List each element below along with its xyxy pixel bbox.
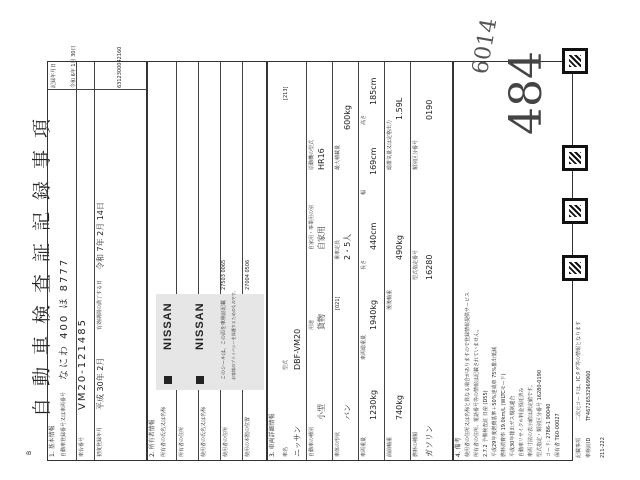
footer-id-label: 車検証ID: [586, 437, 592, 458]
qr-code-icon: [562, 255, 588, 281]
section-vehicle-detail: [267, 61, 453, 461]
purpose-value: 自家用: [317, 226, 326, 250]
remark-9: 型式指定・類別区分番号 16280-0190: [537, 369, 543, 457]
length-label: 長さ: [361, 259, 367, 270]
rear-axle-value: 490kg: [395, 235, 404, 260]
seal-text-1: このシールは、この面を車検証記載: [221, 300, 227, 380]
date-label: 記録年月日: [51, 62, 57, 88]
engine-label: 原動機の型式: [309, 139, 315, 170]
remark-1: 使用者の住所又は名称と異なる場合がありますので登録情報提供サービス: [465, 291, 471, 457]
nissan-brand-1: NISSAN: [162, 302, 174, 350]
footer-device-text: 二次元コードは、ICタグ等の情報となります: [576, 321, 582, 421]
owner-label: 所有者の氏名又は名称: [161, 406, 167, 457]
section4-header: 4. 備考: [455, 437, 462, 457]
cert-number: 6312300042160: [117, 46, 123, 88]
code-2: 27004 0506: [245, 259, 251, 290]
category-label: 類別区分番号: [413, 139, 419, 170]
user-address-label: 使用者の住所: [223, 426, 229, 457]
fuel-label: 燃料の種類: [413, 431, 419, 457]
code-1: 27503 0065: [221, 259, 227, 290]
remark-11: 保有者 T60-00027: [555, 413, 561, 457]
qr-code-icon: [562, 48, 588, 74]
height-label: 高さ: [361, 114, 367, 125]
weight-label: 車両重量: [361, 436, 367, 457]
body-code: [021]: [335, 296, 341, 310]
kind-label: 自動車の種別: [309, 426, 315, 457]
qr-code-icon: [562, 145, 588, 171]
remark-2: 所有者の住所、電話番号等の情報は記載されていません。: [474, 326, 480, 457]
maker-value: ニッサン: [293, 425, 302, 457]
type-design-value: 16280: [425, 254, 434, 280]
vin-value: VM20-121485: [77, 318, 88, 410]
kind-value: 小型: [317, 404, 326, 420]
remark-6: 平成30年排出ガス規制適合: [510, 395, 516, 457]
body-value: バン: [343, 404, 352, 420]
section2-header: 2. 所有者情報: [149, 419, 156, 457]
handwritten-note-2: 484: [501, 51, 552, 135]
section3-header: 3. 車両詳細情報: [269, 413, 276, 457]
section-owner-info: [147, 61, 267, 461]
width-label: 幅: [361, 189, 367, 195]
category-value: 0190: [425, 99, 434, 120]
reg-number-label: 自動車登録番号又は車両番号: [61, 391, 67, 457]
gross-value: 1940kg: [369, 299, 378, 330]
weight-value: 1230kg: [369, 389, 378, 420]
first-reg-label: 初度登録年月: [97, 426, 103, 457]
date-value: 令和 6年 1月 30日: [71, 45, 77, 88]
maker-label: 車名: [283, 446, 289, 457]
remark-7: 自動車リサイクル料金預託済み: [519, 387, 525, 457]
nissan-brand-2: NISSAN: [194, 302, 206, 350]
document-title: 自動車検査証記録事項: [31, 107, 53, 418]
front-axle-label: 前前軸重: [387, 436, 393, 457]
model-value: DBF-VM20: [293, 328, 302, 370]
length-value: 440cm: [369, 222, 378, 250]
remark-5: 燃料消費率 19.0km/L (WLTCモード): [501, 373, 507, 457]
section-basic-info: [47, 45, 147, 461]
capacity-value: 2・5人: [343, 233, 352, 260]
use-value: 貨物: [317, 314, 326, 330]
handwritten-note-1: 6014: [468, 16, 503, 76]
base-location-label: 使用の本拠の位置: [245, 416, 251, 457]
section1-header: 1. 基本情報: [49, 425, 56, 457]
seal-text-2: お客様のプライバシーを保護するためのものです。: [231, 288, 236, 380]
max-load-label: 最大積載量: [335, 144, 341, 170]
qr-code-icon: [562, 198, 588, 224]
height-value: 185cm: [369, 77, 378, 105]
seal-marker-icon: [164, 376, 172, 384]
displacement-value: 1.59L: [395, 97, 404, 120]
remark-3: 2.7.2 予備検査証 日産 (D55): [483, 390, 489, 457]
expiry-label: 有効期間の満了する日: [97, 279, 103, 330]
engine-value: HR16: [317, 148, 326, 170]
remark-10: コード: 2786-1 90040: [546, 403, 552, 457]
body-label: 車体の形状: [335, 431, 341, 457]
rear-axle-label: 後後軸重: [387, 289, 393, 310]
shape-code: [213]: [283, 86, 289, 100]
type-design-label: 型式指定番号: [413, 249, 419, 280]
page-code: 211-222: [600, 437, 606, 458]
remark-8: 車両寸法の表示値は測定値です。: [528, 382, 534, 457]
expiry-value: 令和 7年 2月 14日: [96, 202, 105, 270]
displacement-label: 総排気量又は定格出力: [387, 119, 393, 170]
model-label: 型式: [283, 359, 289, 370]
owner-address-label: 所有者の住所: [179, 426, 185, 457]
gross-label: 車両総重量: [361, 334, 367, 360]
vin-label: 車台番号: [79, 436, 85, 457]
document-mark: B: [26, 450, 33, 455]
capacity-label: 乗車定員: [335, 239, 341, 260]
seal-marker-icon: [196, 376, 204, 384]
remark-4: 平成29年度燃費基準＋50%達成車 75%排出低減: [492, 346, 498, 457]
fuel-value: ガソリン: [425, 425, 434, 457]
max-load-value: 600kg: [343, 105, 352, 130]
front-axle-value: 740kg: [395, 395, 404, 420]
footer-id-value: TF46726532969960: [586, 370, 592, 421]
reg-number-value: なにわ 400 ほ 8777: [59, 257, 70, 380]
footer-device-label: 記載事項: [576, 437, 582, 458]
user-label: 使用者の氏名又は名称: [201, 406, 207, 457]
width-value: 169cm: [369, 147, 378, 175]
first-reg-value: 平成 30年 2月: [96, 357, 105, 410]
purpose-label: 自家用・事業用の別: [309, 204, 315, 250]
use-label: 用途: [309, 319, 315, 330]
